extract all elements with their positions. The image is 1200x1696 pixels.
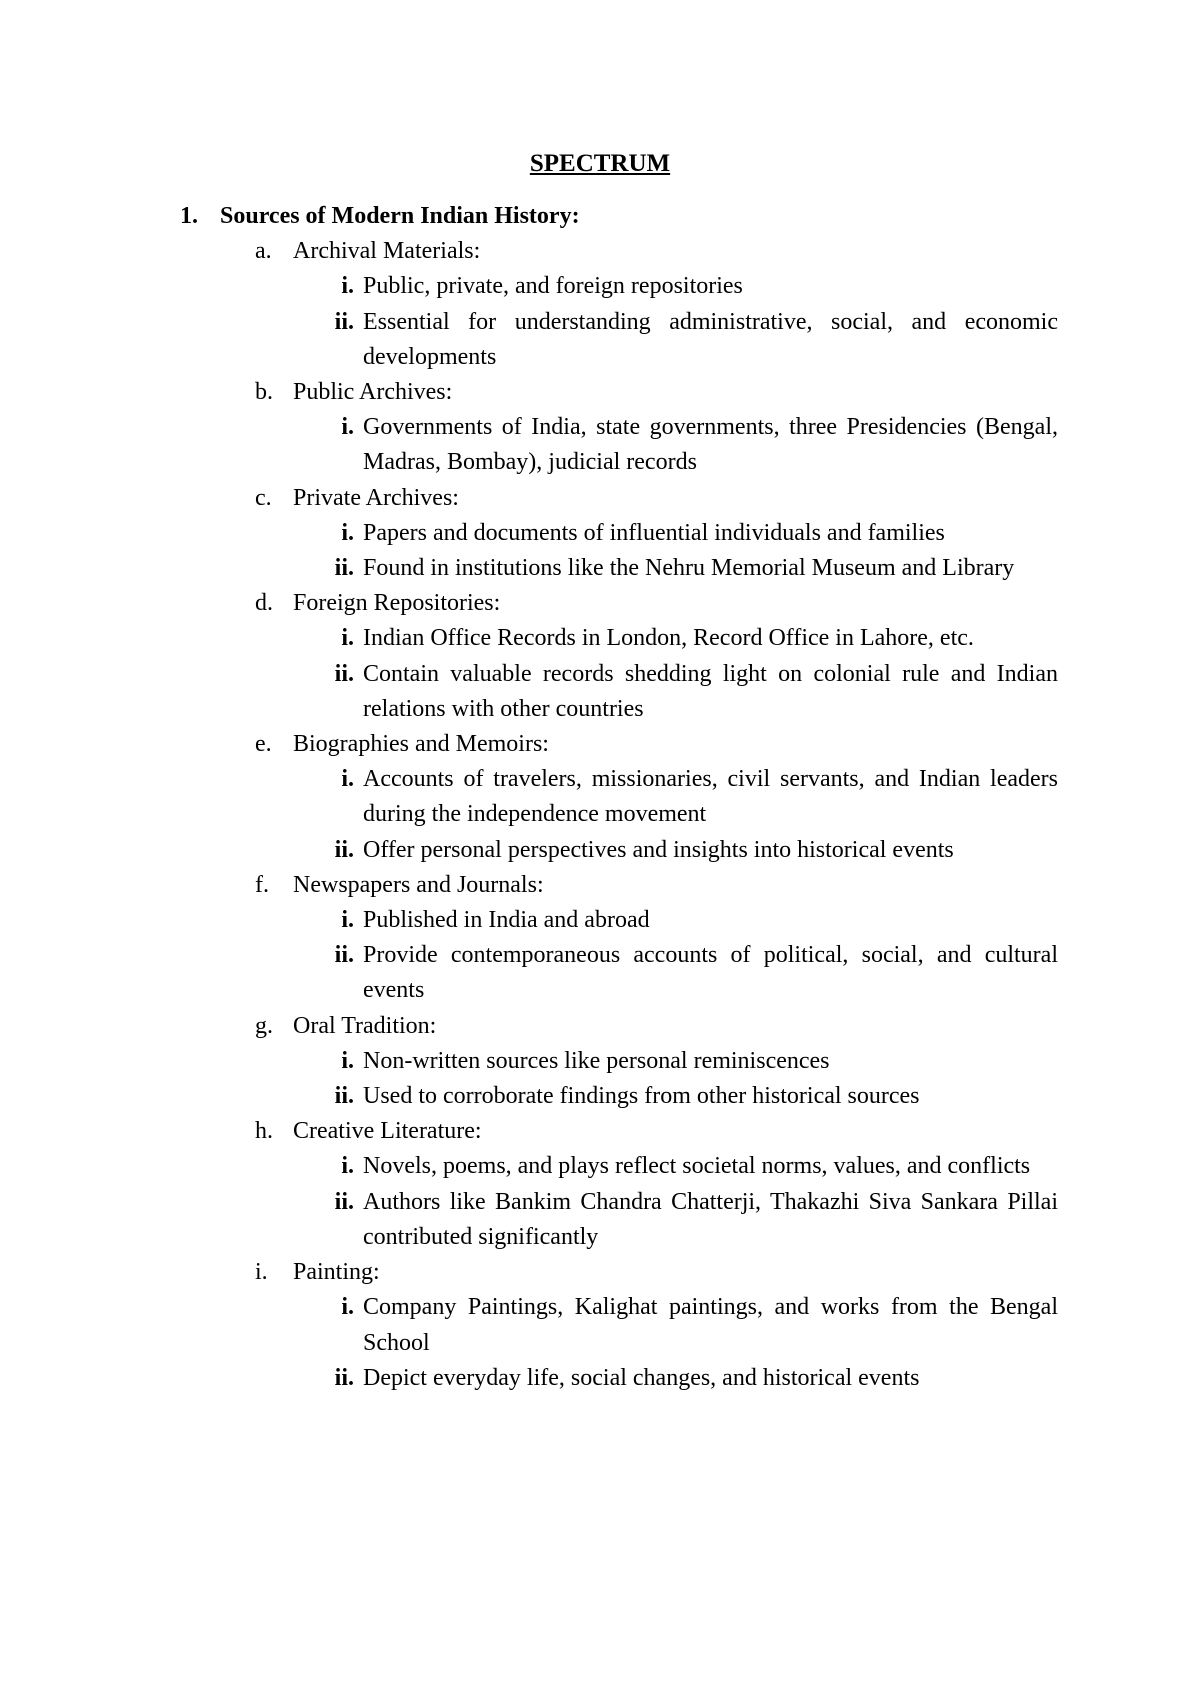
list-item [325, 762, 1060, 832]
list-item [325, 551, 1060, 586]
list-item [325, 903, 1060, 938]
item-marker: i. [341, 766, 354, 793]
item-marker: i. [341, 273, 354, 300]
item-text: Company Paintings, Kalighat paintings, and works from the Bengal School [363, 1294, 1058, 1356]
subsection-title [255, 586, 1060, 621]
item-marker: i. [341, 1294, 354, 1321]
item-marker: ii. [334, 1364, 354, 1391]
subsection-title-text: Painting: [293, 1259, 380, 1286]
item-marker: i. [341, 414, 354, 441]
item-marker: i. [341, 1047, 354, 1074]
subsection-title [255, 1114, 1060, 1149]
item-text: Published in India and abroad [363, 907, 650, 934]
list-item [325, 269, 1060, 304]
section-heading-text: Sources of Modern Indian History: [220, 203, 580, 229]
document-title: SPECTRUM [529, 150, 671, 177]
subsection-title-text: Public Archives: [293, 379, 453, 406]
item-marker: ii. [334, 836, 354, 863]
document-content [180, 199, 1060, 1396]
item-marker: i. [341, 519, 354, 546]
subsection-marker: g. [255, 1012, 273, 1039]
list-item [325, 1185, 1060, 1255]
item-marker: ii. [334, 660, 354, 687]
subsection-title [255, 375, 1060, 410]
item-text: Provide contemporaneous accounts of political, social, and cultural events [363, 942, 1058, 1004]
subsection-archival-materials [255, 234, 1060, 375]
list-item [325, 1079, 1060, 1114]
subsection-title-text: Archival Materials: [293, 238, 481, 265]
subsection-title [255, 868, 1060, 903]
item-marker: i. [341, 625, 354, 652]
subsection-title-text: Oral Tradition: [293, 1012, 437, 1039]
subsection-title [255, 1009, 1060, 1044]
subsection-painting [255, 1255, 1060, 1396]
item-text: Public, private, and foreign repositories [363, 273, 743, 300]
subsection-title-text: Private Archives: [293, 484, 459, 511]
list-item [325, 1044, 1060, 1079]
item-text: Used to corroborate findings from other historical sources [363, 1083, 920, 1110]
item-text: Accounts of travelers, missionaries, civil servants, and Indian leaders during the independence movement [363, 766, 1058, 828]
subsection-creative-literature [255, 1114, 1060, 1255]
subsection-title-text: Creative Literature: [293, 1118, 482, 1145]
subsection-title-text: Foreign Repositories: [293, 590, 501, 617]
item-marker: ii. [334, 555, 354, 582]
item-text: Authors like Bankim Chandra Chatterji, Thakazhi Siva Sankara Pillai contributed significantly [363, 1188, 1058, 1250]
item-text: Depict everyday life, social changes, and historical events [363, 1364, 920, 1391]
item-marker: ii. [334, 1083, 354, 1110]
subsection-marker: h. [255, 1118, 273, 1145]
subsection-biographies-memoirs [255, 727, 1060, 868]
item-text: Novels, poems, and plays reflect societal norms, values, and conflicts [363, 1153, 1031, 1180]
subsection-foreign-repositories [255, 586, 1060, 727]
item-text: Found in institutions like the Nehru Memorial Museum and Library [363, 555, 1015, 582]
list-item [325, 516, 1060, 551]
list-item [325, 305, 1060, 375]
subsection-title-text: Newspapers and Journals: [293, 871, 544, 898]
subsection-marker: i. [255, 1259, 268, 1286]
item-text: Contain valuable records shedding light on colonial rule and Indian relations with other countries [363, 660, 1058, 722]
item-text: Non-written sources like personal reminiscences [363, 1047, 830, 1074]
subsection-public-archives [255, 375, 1060, 481]
subsection-marker: f. [255, 871, 269, 898]
item-marker: ii. [334, 942, 354, 969]
item-text: Indian Office Records in London, Record Office in Lahore, etc. [363, 625, 974, 652]
item-marker: i. [341, 1153, 354, 1180]
item-marker: ii. [334, 1188, 354, 1215]
list-item [325, 938, 1060, 1008]
list-item [325, 657, 1060, 727]
item-text: Papers and documents of influential individuals and families [363, 519, 945, 546]
list-item [325, 621, 1060, 656]
subsection-title [255, 481, 1060, 516]
subsection-title [255, 234, 1060, 269]
subsection-private-archives [255, 481, 1060, 587]
subsection-title-text: Biographies and Memoirs: [293, 731, 549, 758]
list-item [325, 833, 1060, 868]
item-marker: i. [341, 907, 354, 934]
list-item [325, 1290, 1060, 1360]
item-text: Governments of India, state governments, three Presidencies (Bengal, Madras, Bombay), judicial records [363, 414, 1058, 476]
subsection-marker: d. [255, 590, 273, 617]
item-marker: ii. [334, 308, 354, 335]
subsection-newspapers-journals [255, 868, 1060, 1009]
item-text: Essential for understanding administrative, social, and economic developments [363, 308, 1058, 370]
subsection-marker: e. [255, 731, 272, 758]
section-number: 1. [180, 203, 198, 229]
subsection-marker: c. [255, 484, 272, 511]
subsection-marker: a. [255, 238, 272, 265]
subsection-title [255, 1255, 1060, 1290]
list-item [325, 1149, 1060, 1184]
subsection-title [255, 727, 1060, 762]
subsection-marker: b. [255, 379, 273, 406]
subsection-oral-tradition [255, 1009, 1060, 1115]
list-item [325, 1361, 1060, 1396]
list-item [325, 410, 1060, 480]
section-heading [180, 199, 1060, 234]
item-text: Offer personal perspectives and insights into historical events [363, 836, 954, 863]
